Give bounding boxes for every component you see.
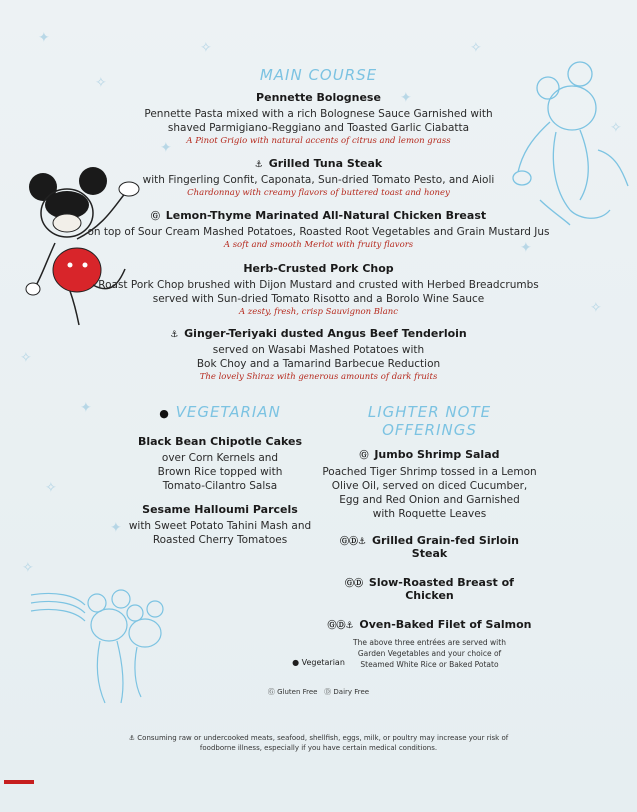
dish-name-with-icon (322, 576, 537, 602)
gluten-dairy-icons: ⒼⒹ (345, 579, 364, 589)
vegetarian-title: ● VEGETARIAN (159, 403, 281, 421)
dish-name: Sesame Halloumi Parcels (142, 503, 298, 516)
wine-pairing: A soft and smooth Merlot with fruity flavors (223, 240, 414, 250)
disclaimer-line: foodborne illness, especially if you have certain medical conditions. (199, 744, 438, 752)
dish-description: with Fingerling Confit, Caponata, Sun-dried Tomato Pesto, and Aioli (142, 174, 495, 186)
dish-name-with-icon (322, 534, 537, 560)
dish-name: Ginger-Teriyaki dusted Angus Beef Tenderloin (184, 327, 467, 340)
dish-description: with Roquette Leaves (372, 508, 487, 520)
wine-pairing: A zesty, fresh, crisp Sauvignon Blanc (238, 307, 399, 317)
dairy-free-label: Dairy Free (333, 688, 370, 696)
lighter-column (322, 403, 537, 670)
dish-name: Jumbo Shrimp Salad (374, 448, 500, 461)
gluten-free-icon: Ⓖ (150, 212, 160, 222)
dish-description: Egg and Red Onion and Garnished (339, 494, 520, 506)
lighter-title: LIGHTER NOTE OFFERINGS (367, 403, 492, 439)
entree-note: Steamed White Rice or Baked Potato (360, 660, 499, 669)
mickey-head-icon: ● (159, 407, 170, 420)
disclaimer-line: Consuming raw or undercooked meats, seafood, shellfish, eggs, milk, or poultry may increase your risk of (137, 734, 509, 742)
wine-pairing: A Pinot Grigio with natural accents of citrus and lemon grass (186, 136, 451, 146)
dish-name: Lemon-Thyme Marinated All-Natural Chicken Breast (165, 209, 487, 222)
gluten-dairy-raw-icons: ⒼⒹ⚓ (340, 537, 367, 547)
raw-food-icon: ⚓ (254, 160, 263, 170)
anchor-icon: ⚓ (128, 734, 136, 742)
dish-description: shaved Parmigiano-Reggiano and Toasted Garlic Ciabatta (167, 122, 470, 134)
dish-description: Roast Pork Chop brushed with Dijon Mustard and crusted with Herbed Breadcrumbs (98, 279, 539, 291)
dish-description: Olive Oil, served on diced Cucumber, (331, 480, 528, 492)
disclaimer (0, 733, 637, 753)
menu-page: ✦ ✧ ✦ ✧ ✧ ✦ ✧ ✦ ✧ ✧ ✦ ✧ ✦ ✧ MAIN COURSE Pennette Bolognese Pennette Pasta mixed with a rich Bolognese Sauce Garnished with shaved Parmigiano-Reggiano and Toasted Garlic Ciabatta A Pinot Grigio with natural accents of citrus and lemon grass ⚓ Grilled Tuna Steak with Fingerling Confit, Caponata, Sun-dried Tomato Pesto, and Aioli Chardonnay with creamy flavors of buttered toast and honey Ⓖ Lemon-Thyme Marinated All-Natural Chicken Breast on top of Sour Cream Mashed Potatoes, Roasted Root Vegetables and Grain Mustard Jus A soft and smooth Merlot with fruity flavors Herb-Crusted Pork Chop Roast Pork Chop brushed with Dijon Mustard and crusted with Herbed Breadcrumbs served with Sun-dried Tomato Risotto and a Borolo Wine Sauce A zesty, fresh, crisp Sauvignon Blanc ⚓ Ginger-Teriyaki dusted Angus Beef Tenderloin served on Wasabi Mashed Potatoes with Bok Choy and a Tamarind Barbecue Reduction The lovely Shiraz with generous amounts of dark fruits ● VEGETARIAN Black Bean Chipotle Cakes over Corn Kernels and Brown Rice topped with Tomato-Cilantro Salsa Sesame Halloumi Parcels with Sweet Potato Tahini Mash and Roasted Cherry Tomatoes LIGHTER NOTE OFFERINGS Ⓖ Jumbo Shrimp Salad Poached Tiger Shrimp tossed in a Lemon Olive Oil, served on diced Cucumber, Egg and Red Onion and Garnished with Roquette Leaves ⒼⒹ⚓ Grilled Grain-fed Sirloin Steak ⒼⒹ Slow-Roasted Breast of Chicken ⒼⒹ⚓ Oven-Baked Filet of Salmon The above three entrées are served with Garden Vegetables and your choice of Steamed White Rice or Baked Potato ● Vegetarian Ⓖ Gluten Free Ⓓ Dairy Free ⚓ Consuming raw or undercooked meats, seafood, shellfish, eggs, milk, or poultry may increase your risk of foodborne illness, especially if you have certain medical conditions. (0, 0, 637, 812)
dish-name-with-icon (0, 157, 637, 170)
dish-name-with-icon (0, 327, 637, 340)
dish-name-with-icon (0, 209, 637, 222)
dish-description: Roasted Cherry Tomatoes (152, 534, 288, 546)
dish-name: Oven-Baked Filet of Salmon (359, 618, 532, 631)
red-accent-bar (4, 780, 34, 784)
wine-pairing: Chardonnay with creamy flavors of buttered toast and honey (187, 188, 450, 198)
vegetarian-column (120, 403, 320, 547)
entree-note: The above three entrées are served with (353, 638, 506, 647)
dish-description: on top of Sour Cream Mashed Potatoes, Roasted Root Vegetables and Grain Mustard Jus (87, 226, 550, 238)
dish-name-with-icon (322, 448, 537, 461)
gluten-dairy-raw-icons: ⒼⒹ⚓ (327, 621, 354, 631)
dairy-free-icon: Ⓓ (324, 688, 332, 696)
dish-description: served with Sun-dried Tomato Risotto and a Borolo Wine Sauce (152, 293, 485, 305)
dish-description: Bok Choy and a Tamarind Barbecue Reduction (196, 358, 441, 370)
dish-name: Black Bean Chipotle Cakes (137, 435, 303, 448)
dish-name: Grilled Grain-fed Sirloin Steak (371, 534, 519, 560)
dish-description: over Corn Kernels and (161, 452, 279, 464)
dish-description: Pennette Pasta mixed with a rich Bolognese Sauce Garnished with (144, 108, 493, 120)
dish-name: Grilled Tuna Steak (268, 157, 383, 170)
vegetarian-legend: ● Vegetarian (292, 658, 345, 667)
dish-name: Slow-Roasted Breast of Chicken (368, 576, 514, 602)
dish-description: Brown Rice topped with (157, 466, 283, 478)
entree-note: Garden Vegetables and your choice of (357, 649, 502, 658)
dish-name: Herb-Crusted Pork Chop (243, 262, 394, 275)
main-course-title: MAIN COURSE (259, 66, 378, 84)
raw-food-icon: ⚓ (170, 330, 179, 340)
wine-pairing: The lovely Shiraz with generous amounts of dark fruits (199, 372, 438, 382)
dish-description: Poached Tiger Shrimp tossed in a Lemon (322, 466, 537, 478)
gluten-free-icon: Ⓖ (359, 451, 369, 461)
dish-description: with Sweet Potato Tahini Mash and (128, 520, 312, 532)
diet-legend (0, 687, 637, 697)
mickey-head-icon: ● (292, 658, 300, 667)
dish-name-with-icon (322, 618, 537, 631)
gluten-free-icon: Ⓖ (267, 688, 275, 696)
gluten-free-label: Gluten Free (277, 688, 318, 696)
dish-name: Pennette Bolognese (256, 91, 381, 104)
dish-description: Tomato-Cilantro Salsa (162, 480, 278, 492)
dish-description: served on Wasabi Mashed Potatoes with (212, 344, 425, 356)
